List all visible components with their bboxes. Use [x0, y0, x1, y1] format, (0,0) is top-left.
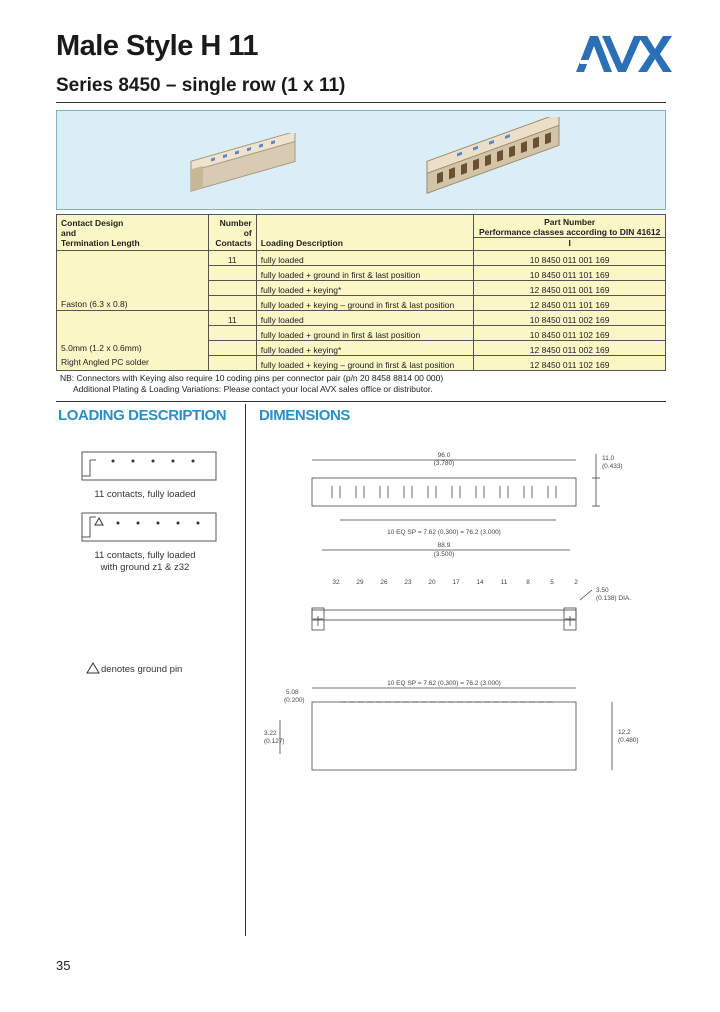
table-row: fully loaded + ground in first & last position 10 8450 011 102 169 [57, 326, 666, 341]
dim-left-height-in: (0.127) [264, 738, 285, 745]
connector-photo-left [185, 133, 305, 193]
dim-right-height: 12.2 [618, 729, 631, 736]
part-number-table [56, 214, 666, 371]
dim-pitch-bottom: 10 EQ SP = 7.62 (0.300) = 76.2 (3.000) [387, 680, 501, 687]
section-rule [56, 401, 666, 402]
table-row: 5.0mm (1.2 x 0.6mm) Right Angled PC solder 11 fully loaded 10 8450 011 002 169 [57, 311, 666, 326]
table-row: fully loaded + keying* 12 8450 011 002 169 [57, 341, 666, 356]
dim-mount-span: 88.9 [437, 542, 451, 549]
ground-pin-icon [86, 662, 100, 674]
dim-mount-span-in: (3.500) [433, 551, 455, 558]
dim-overall-width: 96.0 [437, 452, 451, 459]
pin-number: 26 [380, 579, 388, 586]
pin-number: 23 [404, 579, 412, 586]
pin-number: 11 [500, 579, 508, 586]
loading-description-heading: LOADING DESCRIPTION [58, 407, 227, 424]
dim-height-in: (0.433) [602, 463, 623, 470]
dim-height: 11.0 [602, 455, 615, 462]
dim-right-height-in: (0.480) [618, 737, 639, 744]
pin-number: 29 [356, 579, 364, 586]
dim-hole-dia: 3.50 [596, 587, 609, 594]
dim-overall-width-in: (3.780) [433, 460, 455, 467]
design-cell: 5.0mm (1.2 x 0.6mm) Right Angled PC solder [57, 311, 209, 371]
col-part-number: Part Number Performance classes according to DIN 41612 I [474, 215, 666, 251]
pin-number: 8 [526, 579, 530, 586]
dimensions-drawing [260, 440, 660, 780]
design-cell: Faston (6.3 x 0.8) [57, 251, 209, 311]
page-subtitle: Series 8450 – single row (1 x 11) [56, 75, 346, 96]
pin-number: 5 [550, 579, 554, 586]
dim-pitch-top: 10 EQ SP = 7.62 (0.300) = 76.2 (3.000) [387, 529, 501, 536]
header-rule [56, 102, 666, 103]
notes: NB: Connectors with Keying also require 10 coding pins per connector pair (p/n 20 8458 8814 00 000) Additional Plating & Loading Variations: Please contact your local AVX sales office or distributor. [60, 373, 444, 394]
dim-offset: 5.08 [286, 689, 299, 696]
column-divider [245, 404, 246, 936]
pin-number: 17 [452, 579, 460, 586]
table-header-row [57, 215, 666, 251]
legend-text: denotes ground pin [101, 664, 183, 675]
pin-number: 2 [574, 579, 578, 586]
page-title: Male Style H 11 [56, 30, 259, 62]
col-loading-description: Loading Description [256, 215, 474, 251]
dim-hole-dia-in: (0.138) DIA. [596, 595, 632, 602]
table-row: fully loaded + keying – ground in first & last position 12 8450 011 102 169 [57, 356, 666, 371]
loading-caption-ground: 11 contacts, fully loaded with ground z1 & z32 [94, 550, 196, 573]
loading-schematic-full [78, 448, 218, 488]
avx-logo [572, 32, 672, 76]
loading-schematic-ground [78, 509, 218, 549]
dimensions-heading: DIMENSIONS [259, 407, 351, 424]
pin-number: 20 [428, 579, 436, 586]
table-row: fully loaded + ground in first & last position 10 8450 011 101 169 [57, 266, 666, 281]
connector-photo-right [417, 117, 567, 197]
table-row: fully loaded + keying – ground in first & last position 12 8450 011 101 169 [57, 296, 666, 311]
table-row: fully loaded + keying* 12 8450 011 001 169 [57, 281, 666, 296]
pin-number: 32 [332, 579, 340, 586]
dim-offset-in: (0.200) [284, 697, 305, 704]
loading-caption-full: 11 contacts, fully loaded [94, 489, 196, 500]
page-number: 35 [56, 958, 71, 973]
col-contact-design: Contact Design and Termination Length [57, 215, 209, 251]
col-number-of-contacts: Number of Contacts [208, 215, 256, 251]
dim-left-height: 3.22 [264, 730, 277, 737]
pin-number: 14 [476, 579, 484, 586]
table-row: Faston (6.3 x 0.8) 11 fully loaded 10 8450 011 001 169 [57, 251, 666, 266]
product-photo-panel [56, 110, 666, 210]
